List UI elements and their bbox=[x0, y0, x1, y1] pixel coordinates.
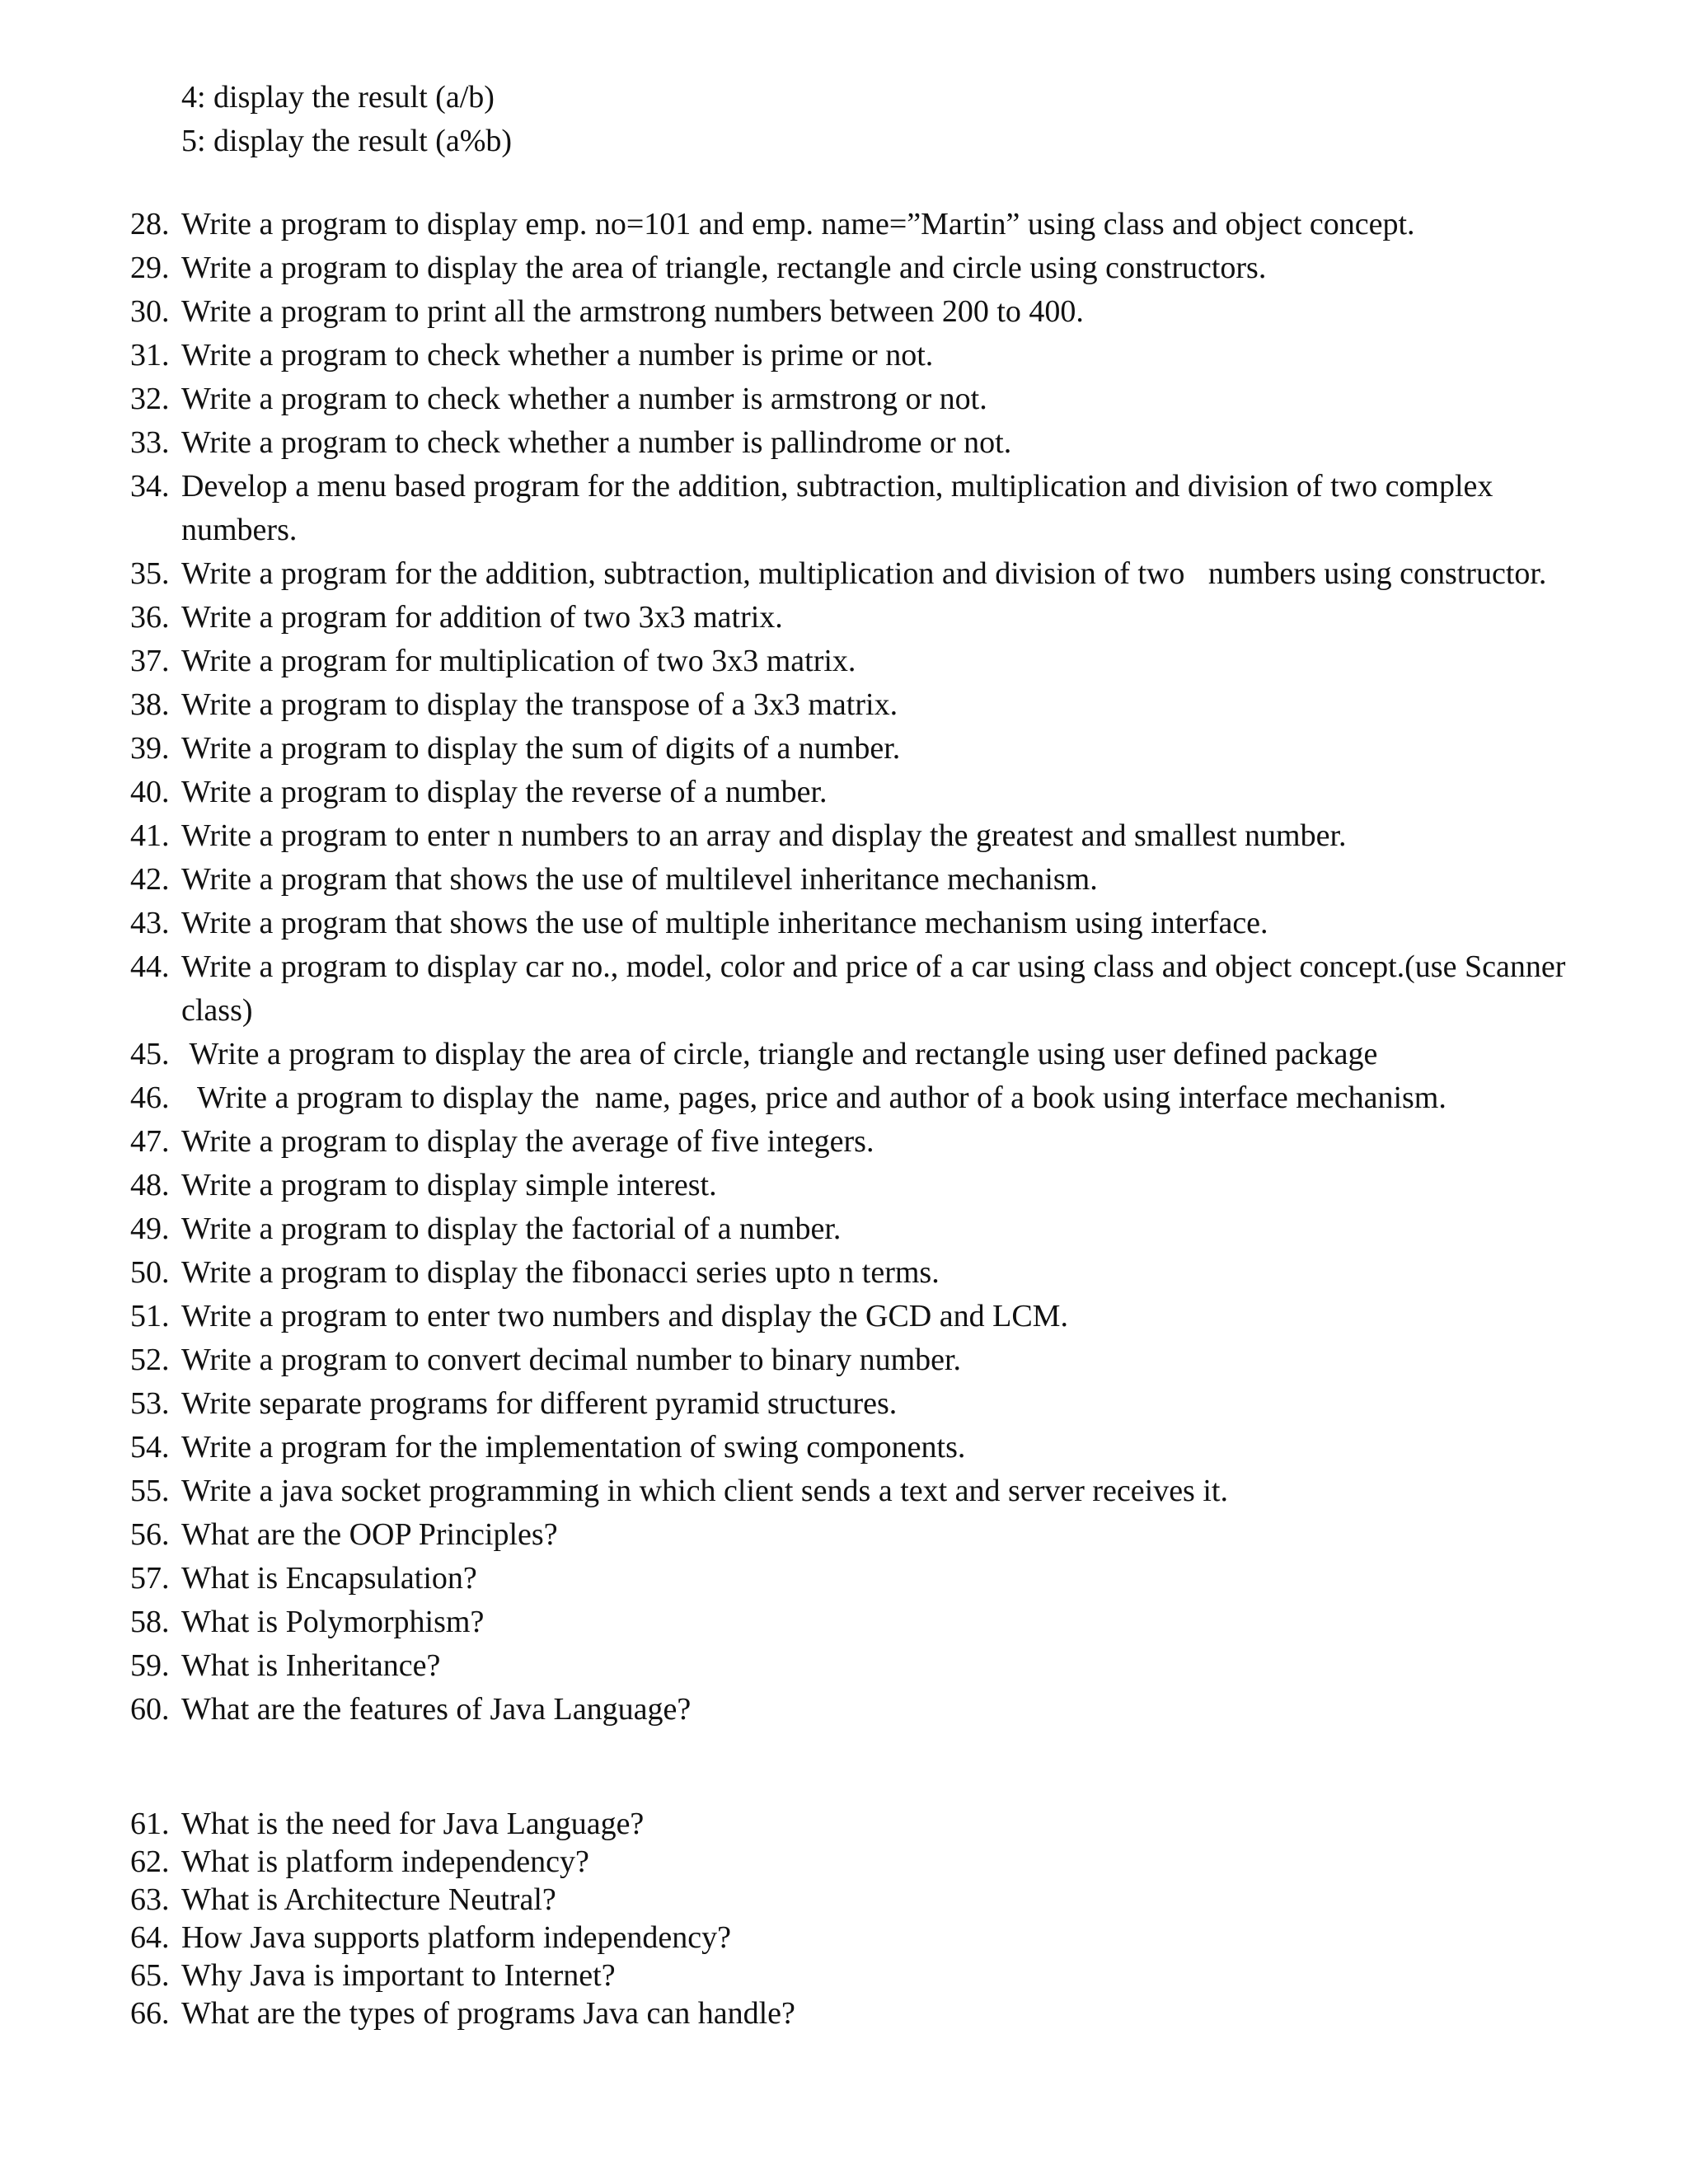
item-text: Write a program to print all the armstrong numbers between 200 to 400. bbox=[181, 294, 1084, 329]
item-text: Write a program to check whether a number is armstrong or not. bbox=[181, 382, 987, 416]
list-item bbox=[130, 640, 1581, 683]
list-item bbox=[130, 1469, 1581, 1513]
item-number: 30. bbox=[130, 294, 170, 329]
item-text: Write a program to convert decimal number to binary number. bbox=[181, 1343, 962, 1377]
item-text: What are the OOP Principles? bbox=[181, 1517, 558, 1552]
list-item bbox=[130, 246, 1581, 290]
item-text: Write a program to display car no., model, color and price of a car using class and object concept.(use Scanner class) bbox=[181, 949, 1573, 1028]
item-number: 29. bbox=[130, 251, 170, 285]
list-item bbox=[130, 203, 1581, 246]
item-text: Write a program to check whether a number is pallindrome or not. bbox=[181, 425, 1012, 460]
item-text: How Java supports platform independency? bbox=[181, 1920, 731, 1955]
item-number: 47. bbox=[130, 1124, 170, 1159]
item-text: Why Java is important to Internet? bbox=[181, 1958, 616, 1993]
item-number: 39. bbox=[130, 731, 170, 766]
item-number: 55. bbox=[130, 1474, 170, 1508]
item-text: What is Polymorphism? bbox=[181, 1605, 485, 1639]
item-text: Write a program to display the average of five integers. bbox=[181, 1124, 874, 1159]
item-text: Write a program that shows the use of multilevel inheritance mechanism. bbox=[181, 862, 1098, 897]
item-number: 60. bbox=[130, 1692, 170, 1727]
list-item bbox=[130, 683, 1581, 727]
step-4: 4: display the result (a/b) bbox=[181, 80, 495, 115]
item-number: 57. bbox=[130, 1561, 170, 1596]
item-number: 45. bbox=[130, 1037, 170, 1071]
list-item bbox=[130, 1601, 1581, 1644]
item-text: Write a program for the implementation of swing components. bbox=[181, 1430, 966, 1465]
item-text: What are the types of programs Java can handle? bbox=[181, 1996, 795, 2031]
list-item bbox=[130, 1295, 1581, 1338]
list-item bbox=[130, 945, 1581, 1033]
item-number: 36. bbox=[130, 600, 170, 635]
list-item bbox=[130, 1426, 1581, 1469]
item-text: Write a program to display the reverse of a number. bbox=[181, 775, 828, 809]
item-text: Write a program to display the name, pages, price and author of a book using interface mechanism. bbox=[181, 1080, 1447, 1115]
item-number: 56. bbox=[130, 1517, 170, 1552]
list-item bbox=[130, 1843, 1581, 1881]
list-item bbox=[130, 290, 1581, 334]
item-text: Write a program to display the transpose of a 3x3 matrix. bbox=[181, 687, 898, 722]
list-item bbox=[130, 1881, 1581, 1919]
list-item bbox=[130, 902, 1581, 945]
list-item bbox=[130, 1120, 1581, 1164]
item-number: 51. bbox=[130, 1299, 170, 1333]
list-item bbox=[130, 1033, 1581, 1076]
list-item bbox=[130, 771, 1581, 814]
item-number: 61. bbox=[130, 1807, 170, 1841]
item-number: 34. bbox=[130, 469, 170, 504]
item-number: 28. bbox=[130, 207, 170, 241]
list-item bbox=[130, 1994, 1581, 2032]
item-number: 48. bbox=[130, 1168, 170, 1202]
item-text: Write a program for the addition, subtraction, multiplication and division of two numbers using constructor. bbox=[181, 556, 1547, 591]
item-text: Write a program to enter two numbers and display the GCD and LCM. bbox=[181, 1299, 1068, 1333]
list-item bbox=[130, 1207, 1581, 1251]
item-text: Write a program to display the fibonacci series upto n terms. bbox=[181, 1255, 940, 1290]
item-number: 65. bbox=[130, 1958, 170, 1993]
item-number: 41. bbox=[130, 818, 170, 853]
algorithm-steps bbox=[181, 76, 512, 163]
list-item bbox=[130, 1513, 1581, 1557]
item-number: 42. bbox=[130, 862, 170, 897]
list-item bbox=[130, 334, 1581, 377]
item-number: 52. bbox=[130, 1343, 170, 1377]
list-item bbox=[130, 1688, 1581, 1732]
item-text: What is Inheritance? bbox=[181, 1648, 441, 1683]
item-text: Write a program to display the area of circle, triangle and rectangle using user defined package bbox=[181, 1037, 1378, 1071]
item-number: 62. bbox=[130, 1844, 170, 1879]
item-text: Write a program to display emp. no=101 and emp. name=”Martin” using class and object concept. bbox=[181, 207, 1415, 241]
list-item bbox=[130, 1382, 1581, 1426]
item-text: Write a program to display the factorial of a number. bbox=[181, 1212, 842, 1246]
list-item bbox=[130, 727, 1581, 771]
list-item bbox=[130, 1805, 1581, 1843]
list-item bbox=[130, 1557, 1581, 1601]
item-number: 33. bbox=[130, 425, 170, 460]
list-item bbox=[130, 1919, 1581, 1957]
item-number: 38. bbox=[130, 687, 170, 722]
list-item bbox=[130, 596, 1581, 640]
item-text: Write a java socket programming in which client sends a text and server receives it. bbox=[181, 1474, 1228, 1508]
step-5: 5: display the result (a%b) bbox=[181, 124, 513, 158]
list-item bbox=[130, 465, 1581, 552]
item-number: 43. bbox=[130, 906, 170, 940]
item-number: 58. bbox=[130, 1605, 170, 1639]
item-text: What is Architecture Neutral? bbox=[181, 1882, 556, 1917]
list-item bbox=[130, 1644, 1581, 1688]
item-number: 35. bbox=[130, 556, 170, 591]
item-number: 40. bbox=[130, 775, 170, 809]
item-text: Write a program to check whether a number is prime or not. bbox=[181, 338, 934, 373]
item-number: 53. bbox=[130, 1386, 170, 1421]
item-number: 59. bbox=[130, 1648, 170, 1683]
item-number: 49. bbox=[130, 1212, 170, 1246]
item-text: What is the need for Java Language? bbox=[181, 1807, 645, 1841]
item-number: 32. bbox=[130, 382, 170, 416]
question-list bbox=[130, 203, 1581, 1732]
item-text: Write a program for addition of two 3x3 matrix. bbox=[181, 600, 783, 635]
item-text: Write separate programs for different pyramid structures. bbox=[181, 1386, 898, 1421]
list-item bbox=[130, 858, 1581, 902]
item-text: Develop a menu based program for the addition, subtraction, multiplication and division of two complex numbers. bbox=[181, 469, 1501, 547]
item-number: 63. bbox=[130, 1882, 170, 1917]
item-text: Write a program to display the sum of digits of a number. bbox=[181, 731, 901, 766]
item-number: 46. bbox=[130, 1080, 170, 1115]
list-item bbox=[130, 1251, 1581, 1295]
item-text: What are the features of Java Language? bbox=[181, 1692, 692, 1727]
list-item bbox=[130, 1338, 1581, 1382]
item-text: Write a program to display simple interest. bbox=[181, 1168, 717, 1202]
item-number: 54. bbox=[130, 1430, 170, 1465]
item-number: 44. bbox=[130, 949, 170, 984]
item-text: Write a program for multiplication of two 3x3 matrix. bbox=[181, 644, 856, 678]
list-item bbox=[130, 421, 1581, 465]
list-item bbox=[130, 814, 1581, 858]
item-number: 66. bbox=[130, 1996, 170, 2031]
question-list-continued bbox=[130, 1805, 1581, 2032]
item-text: What is platform independency? bbox=[181, 1844, 589, 1879]
item-text: Write a program to enter n numbers to an array and display the greatest and smallest number. bbox=[181, 818, 1347, 853]
list-item bbox=[130, 552, 1581, 596]
item-text: What is Encapsulation? bbox=[181, 1561, 477, 1596]
item-number: 31. bbox=[130, 338, 170, 373]
item-number: 50. bbox=[130, 1255, 170, 1290]
list-item bbox=[130, 1957, 1581, 1994]
item-number: 37. bbox=[130, 644, 170, 678]
list-item bbox=[130, 1076, 1581, 1120]
list-item bbox=[130, 1164, 1581, 1207]
item-text: Write a program that shows the use of multiple inheritance mechanism using interface. bbox=[181, 906, 1268, 940]
item-number: 64. bbox=[130, 1920, 170, 1955]
list-item bbox=[130, 377, 1581, 421]
item-text: Write a program to display the area of triangle, rectangle and circle using constructors. bbox=[181, 251, 1267, 285]
